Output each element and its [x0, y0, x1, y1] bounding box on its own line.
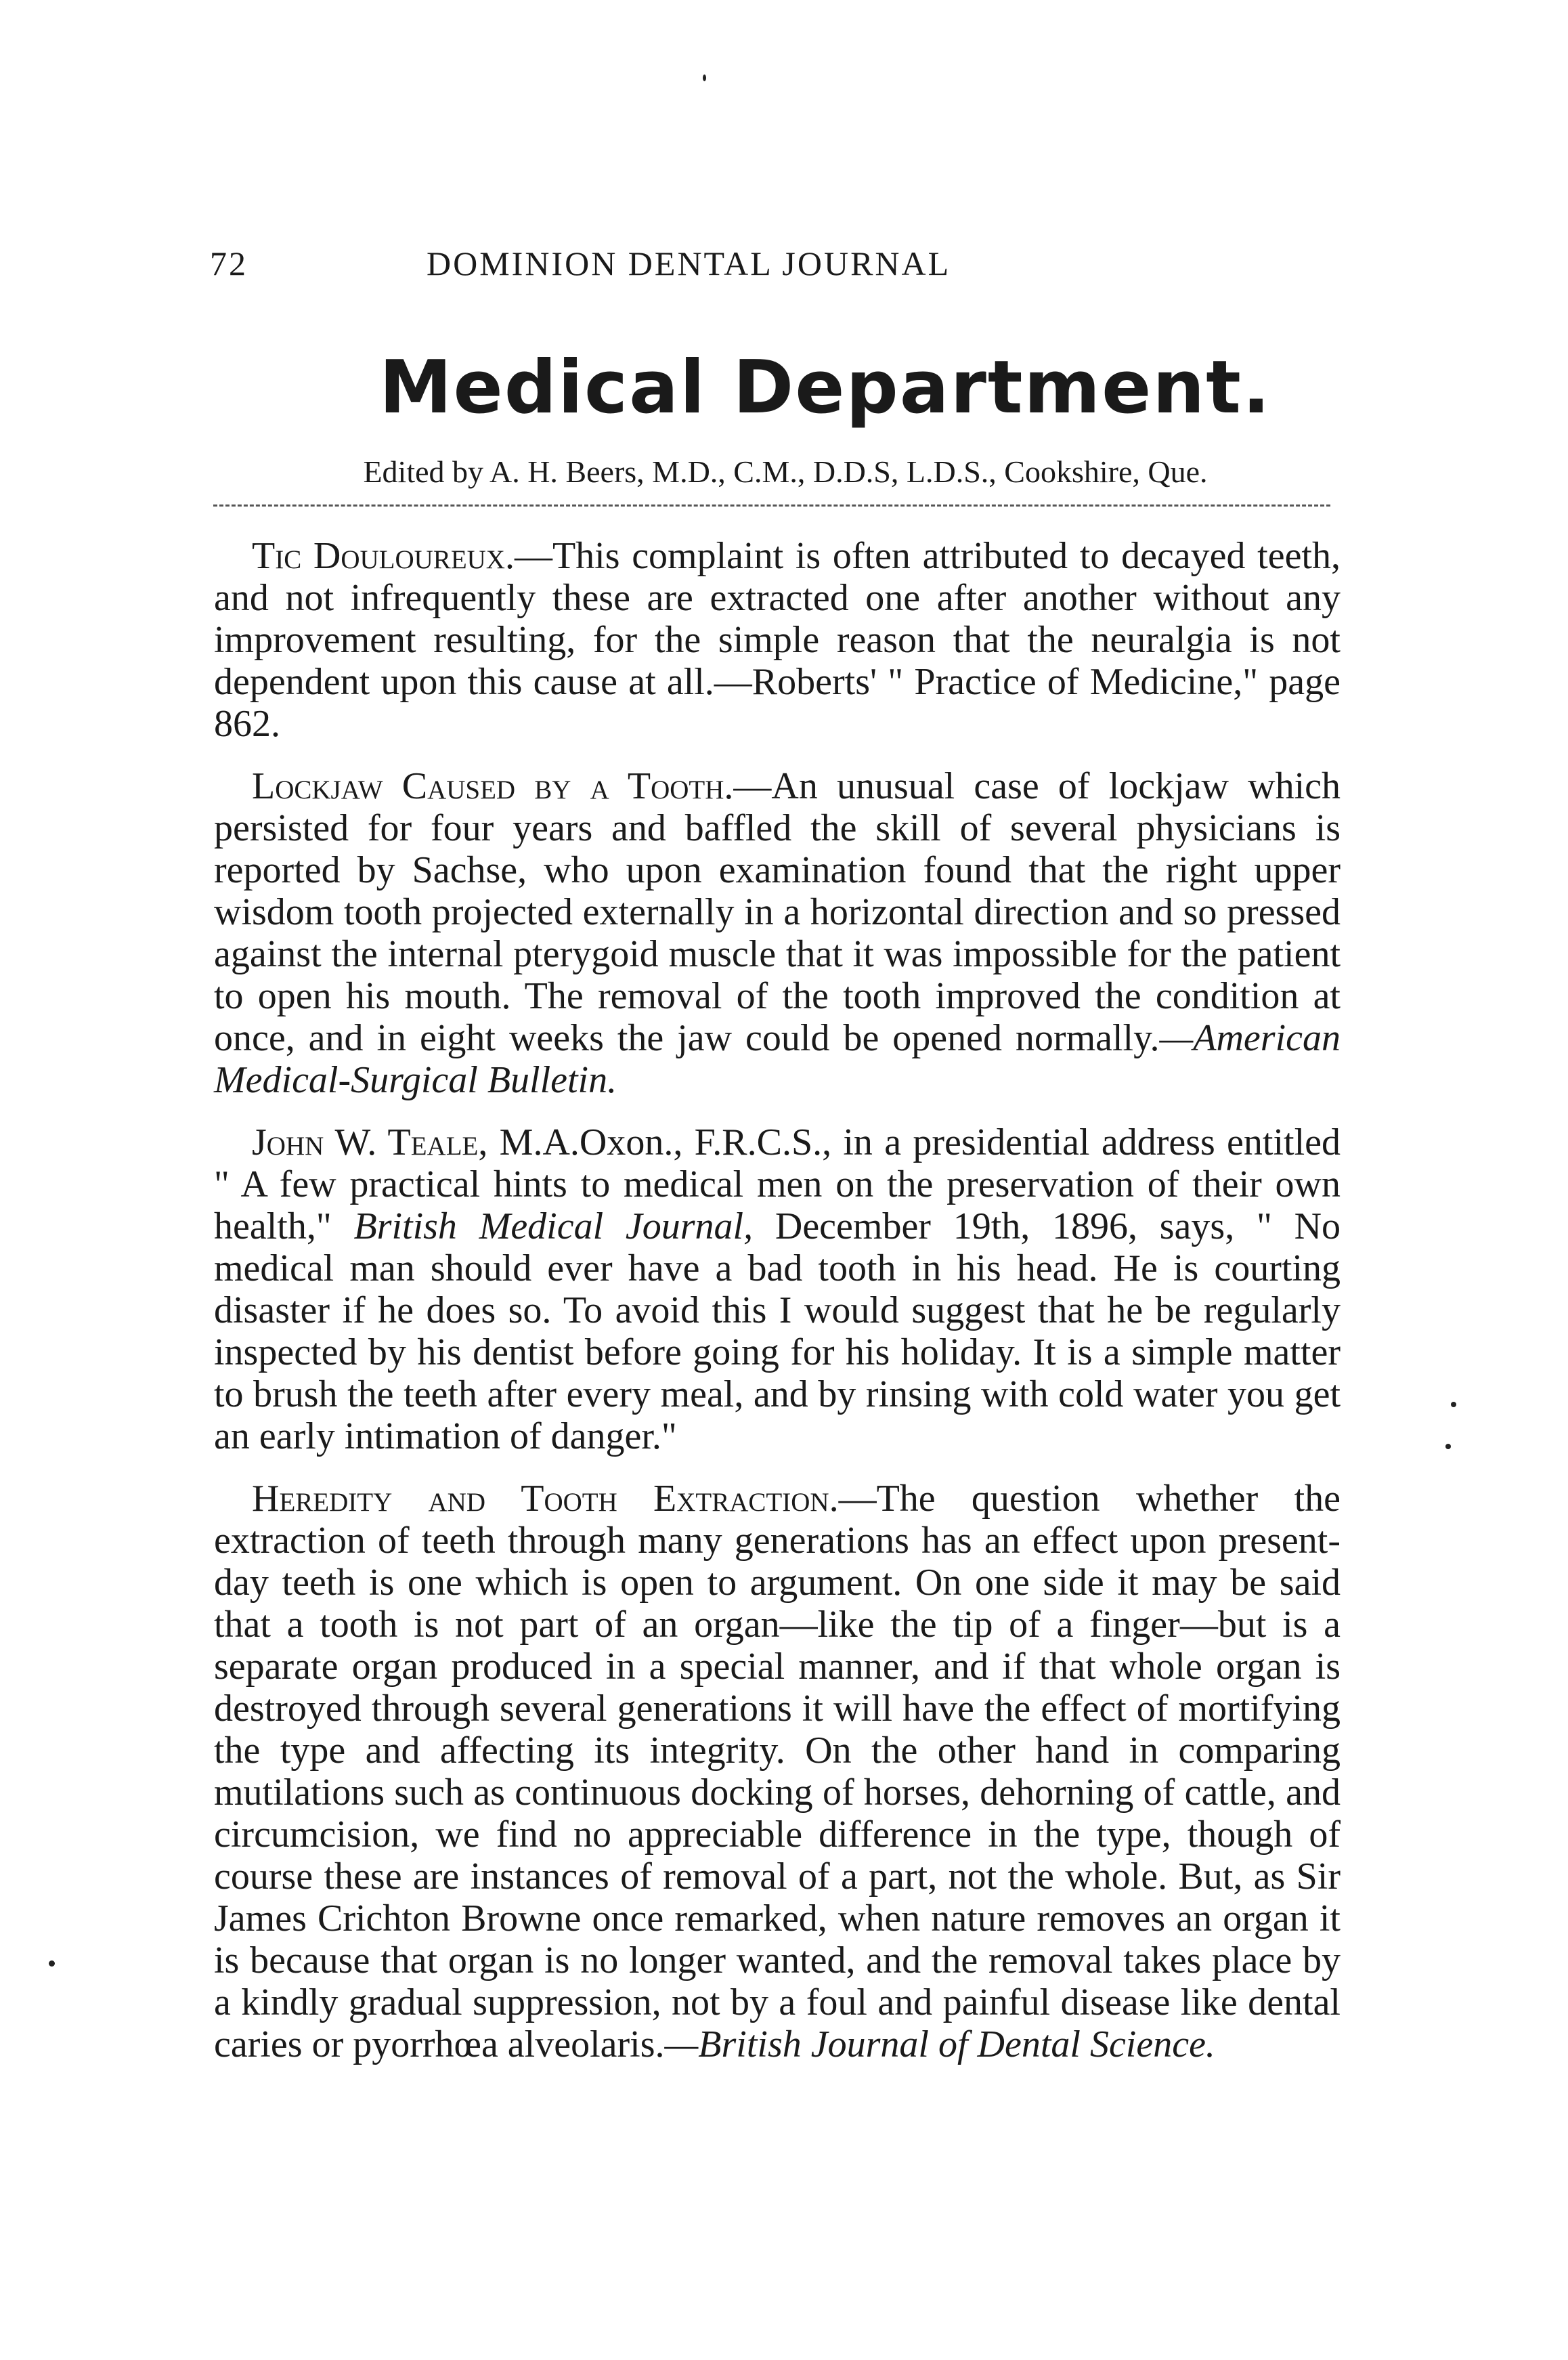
- article-teale: [214, 1121, 1341, 1457]
- article-heading: Heredity and Tooth Extraction.: [252, 1478, 839, 1520]
- article-body: [214, 535, 1341, 2086]
- page-number: 72: [210, 244, 248, 282]
- scan-speck: [49, 1960, 55, 1967]
- article-heading: Tic Douloureux.: [252, 535, 515, 577]
- journal-name: DOMINION DENTAL JOURNAL: [427, 244, 951, 282]
- editor-credit: Edited by A. H. Beers, M.D., C.M., D.D.S, L.D.S., Cookshire, Que.: [363, 454, 1208, 489]
- scan-speck: [1451, 1402, 1456, 1407]
- scan-speck: [703, 74, 706, 81]
- article-heading: John W. Teale,: [252, 1121, 488, 1163]
- article-heading: Lockjaw Caused by a Tooth.: [252, 765, 734, 807]
- scan-speck: [1445, 1444, 1451, 1449]
- article-heredity: [214, 1478, 1341, 2065]
- section-title: Medical Department.: [379, 345, 1271, 430]
- article-lockjaw: [214, 765, 1341, 1101]
- article-text: M.A.Oxon., F.R.C.S., in a presidential address entitled " A few practical hints to medical men on the preservation of their own health,": [214, 1121, 1341, 1247]
- section-divider: [213, 505, 1330, 507]
- article-journal-citation: British Medical Journal,: [353, 1205, 754, 1247]
- running-head: [210, 244, 1361, 284]
- article-text: —The question whether the extraction of teeth through many generations has an effect upon present-day teeth is one which is open to argument. On one side it may be said that a tooth is not part of an organ—like the tip of a finger—but is a separate organ produced in a special manner, and if that whole organ is destroyed through several generations it will have the effect of mortifying the type and affecting its integrity. On the other hand in comparing mutilations such as continuous docking of horses, dehorning of cattle, and circumcision, we find no appreciable difference in the type, though of course these are instances of removal of a part, not the whole. But, as Sir James Crichton Browne once remarked, when nature removes an organ it is because that organ is no longer wanted, and the removal takes place by a kindly gradual suppression, not by a foul and painful disease like dental caries or pyorrhœa alveolaris.: [214, 1478, 1341, 2065]
- article-text: —An unusual case of lockjaw which persisted for four years and baffled the skill of several physicians is reported by Sachse, who upon examination found that the right upper wisdom tooth projected externally in a horizontal direction and so pressed against the internal pterygoid muscle that it was impossible for the patient to open his mouth. The removal of the tooth improved the condition at once, and in eight weeks the jaw could be opened normally.: [214, 765, 1341, 1059]
- article-tic-douloureux: [214, 535, 1341, 745]
- article-text: —This complaint is often attributed to decayed teeth, and not infrequently these are extracted one after another without any improvement resulting, for the simple reason that the neuralgia is not dependent upon this cause at all.—Roberts' " Practice of Medicine," page 862.: [214, 535, 1341, 745]
- article-text-continued: December 19th, 1896, says, " No medical man should ever have a bad tooth in his head. He is courting disaster if he does so. To avoid this I would suggest that he be regularly inspected by his dentist before going for his holiday. It is a simple matter to brush the teeth after every meal, and by rinsing with cold water you get an early intimation of danger.": [214, 1205, 1341, 1457]
- article-source: —British Journal of Dental Science.: [664, 2023, 1215, 2065]
- article-source: —American Medical-Surgical Bulletin.: [214, 1017, 1341, 1101]
